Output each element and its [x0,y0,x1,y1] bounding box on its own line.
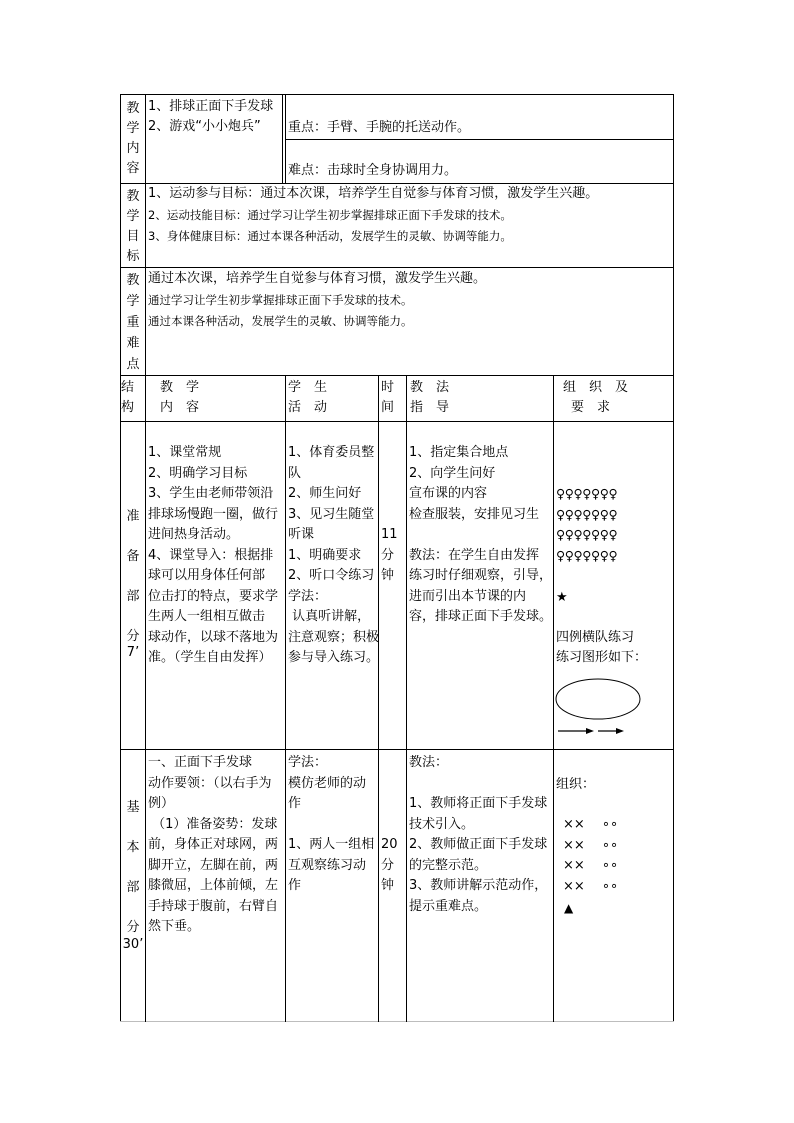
objective-participation: 1、运动参与目标：通过本次课，培养学生自觉参与体育习惯，激发学生兴趣。 [148,186,599,201]
basic-method-line: 的完整示范。 [409,857,488,873]
header-structure: 构 [121,400,135,415]
row-divider [120,421,674,422]
row3-label-char: 重 [126,315,140,330]
basic-time-unit: 分 [381,857,395,873]
header-method: 指 导 [410,400,450,415]
track-ellipse-diagram [554,675,650,747]
objective-skill: 2、运动技能目标：通过学习让学生初步掌握排球正面下手发球的技术。 [148,208,512,222]
prep-student-line: 1、明确要求 [288,547,362,563]
basic-content-line: （1）准备姿势：发球 [148,816,278,832]
formation-row-female: ♀♀♀♀♀♀♀ [556,506,618,522]
prep-org-line: 四例横队练习 [556,629,635,645]
basic-method-line: 技术引入。 [409,816,475,832]
row2-label-char: 教 [126,189,140,204]
prep-content-line: 3、学生由老师带领沿 [148,486,274,501]
col-divider [282,94,283,183]
basic-method-line: 教法： [409,755,449,770]
basic-method-line: 2、教师做正面下手发球 [409,837,548,852]
prep-method-line: 教法：在学生自由发挥 [409,547,540,563]
row3-label-char: 难 [126,336,140,351]
header-structure: 结 [121,380,135,395]
key-point: 重点：手臂、手腕的托送动作。 [288,120,471,135]
basic-content-line: 脚开立，左脚在前，两 [148,857,279,873]
row1-label-char: 学 [126,121,140,136]
formation-row-female: ♀♀♀♀♀♀♀ [556,547,618,563]
direction-arrow-head [586,728,594,734]
prep-content-line: 进间热身活动。 [148,527,240,542]
basic-method-line: 提示重难点。 [409,898,488,914]
prep-content-line: 球可以用身体任何部 [148,568,266,583]
prep-time-unit: 分 [381,547,395,563]
header-student: 活 动 [288,400,328,415]
basic-content-line: 例） [148,796,175,811]
prep-label-char: 部 [126,589,140,604]
prep-student-line: 听课 [288,527,315,542]
col-divider [285,375,286,1022]
header-org: 要 求 [571,400,611,415]
key-difficulty-line: 通过本次课，培养学生自觉参与体育习惯，激发学生兴趣。 [148,271,487,286]
difficult-point: 难点：击球时全身协调用力。 [288,163,458,178]
basic-label-char: 部 [126,880,140,895]
prep-content-line: 1、课堂常规 [148,445,222,460]
row-divider [285,139,674,140]
basic-student-line: 模仿老师的动 [288,775,367,791]
prep-org-line: 练习图形如下： [556,650,648,665]
basic-content-line: 手持球于腹前，右臂自 [148,898,279,914]
row3-label-char: 点 [126,357,140,372]
header-content: 教 学 [160,380,200,395]
header-method: 教 法 [410,380,450,395]
prep-label-char: 准 [126,509,140,524]
header-org: 组 织 及 [563,380,629,395]
key-difficulty-line: 通过学习让学生初步掌握排球正面下手发球的技术。 [148,293,413,307]
formation-row-female: ♀♀♀♀♀♀♀ [556,527,618,542]
row1-label-char: 教 [126,101,140,116]
row1-label-char: 内 [126,141,140,156]
basic-student-line: 互观察练习动 [288,857,367,873]
row1-content-line: 1、排球正面下手发球 [148,99,274,114]
basic-label-char: 分 [126,920,140,935]
prep-method-line: 2、向学生问好 [409,465,496,481]
prep-label-char: 分 [126,629,140,644]
prep-content-line: 2、明确学习目标 [148,465,248,481]
row-divider [120,267,674,268]
basic-org-title: 组织： [556,777,596,792]
basic-content-line: 膝微屈，上体前倾，左 [148,878,279,893]
prep-content-line: 排球场慢跑一圈，做行 [148,506,279,522]
prep-time-unit: 钟 [381,568,395,583]
basic-time-unit: 钟 [381,878,395,893]
table-border-top [120,94,674,95]
header-time: 间 [381,400,395,415]
basic-student-line: 作 [288,878,302,893]
running-track-ellipse [556,679,640,719]
key-difficulty-line: 通过本课各种活动，发展学生的灵敏、协调等能力。 [148,314,413,328]
row2-label-char: 目 [126,229,140,244]
row3-label-char: 教 [126,273,140,288]
prep-method-line: 检查服装，安排见习生 [409,506,540,522]
row3-label-char: 学 [126,294,140,309]
basic-method-line: 3、教师讲解示范动作， [409,878,548,893]
prep-method-line: 容，排球正面下手发球。 [409,609,553,624]
prep-student-line: 学法： [288,588,328,604]
basic-label-char: 30’ [122,937,144,952]
prep-student-line: 1、体育委员整 [288,445,375,460]
header-time: 时 [381,380,395,395]
basic-content-line: 一、正面下手发球 [148,755,253,770]
prep-content-line: 球动作，以球不落地为 [148,629,279,645]
header-content: 内 容 [160,400,200,415]
prep-student-line: 2、听口令练习 [288,568,375,583]
direction-arrow-head [616,728,624,734]
teacher-triangle-icon: ▲ [564,901,574,915]
prep-student-line: 注意观察；积极 [288,629,380,645]
basic-method-line: 1、教师将正面下手发球 [409,796,548,811]
prep-label-char: 备 [126,549,140,564]
row-divider [120,375,674,376]
prep-student-line: 队 [288,465,302,481]
prep-content-line: 生两人一组相互做击 [148,609,266,624]
prep-student-line: 3、见习生随堂 [288,506,375,522]
prep-method-line: 1、指定集合地点 [409,445,509,460]
col-divider [378,375,379,1022]
header-student: 学 生 [288,380,328,395]
formation-row-pairs: ×× ∘∘ [563,878,619,894]
row1-content-line: 2、游戏“小小炮兵” [148,119,261,134]
teacher-star-icon: ★ [556,590,568,605]
basic-label-char: 本 [126,840,140,855]
table-border-right [673,94,674,1022]
table-border-bottom [120,1021,674,1022]
basic-student-line: 1、两人一组相 [288,837,375,852]
prep-method-line: 练习时仔细观察，引导， [409,568,553,583]
formation-row-pairs: ×× ∘∘ [563,837,619,853]
basic-content-line: 动作要领：（以右手为 [148,775,272,791]
prep-time-value: 11 [381,527,398,542]
prep-content-line: 位击打的特点，要求学 [148,588,279,604]
col-divider [406,375,407,1022]
prep-content-line: 准。（学生自由发挥） [148,650,272,665]
basic-student-line: 作 [288,796,302,811]
formation-row-pairs: ×× ∘∘ [563,817,619,832]
prep-student-line: 参与导入练习。 [288,650,380,665]
basic-content-line: 然下垂。 [148,919,201,934]
prep-student-line: 认真听讲解， [288,609,371,624]
prep-method-line: 进而引出本节课的内 [409,588,527,604]
basic-content-line: 前，身体正对球网，两 [148,837,279,852]
row-divider [120,749,674,750]
prep-label-char: 7’ [126,645,140,660]
objective-health: 3、身体健康目标：通过本课各种活动，发展学生的灵敏、协调等能力。 [148,229,512,243]
formation-row-pairs: ×× ∘∘ [563,858,619,873]
row1-label-char: 容 [126,161,140,176]
prep-method-line: 宣布课的内容 [409,486,488,501]
basic-student-line: 学法： [288,755,328,770]
basic-time-value: 20 [381,837,398,852]
basic-label-char: 基 [126,800,140,815]
prep-content-line: 4、课堂导入：根据排 [148,547,274,563]
row2-label-char: 学 [126,209,140,224]
formation-row-female: ♀♀♀♀♀♀♀ [556,486,618,501]
prep-student-line: 2、师生问好 [288,486,362,501]
row2-label-char: 标 [126,249,140,264]
